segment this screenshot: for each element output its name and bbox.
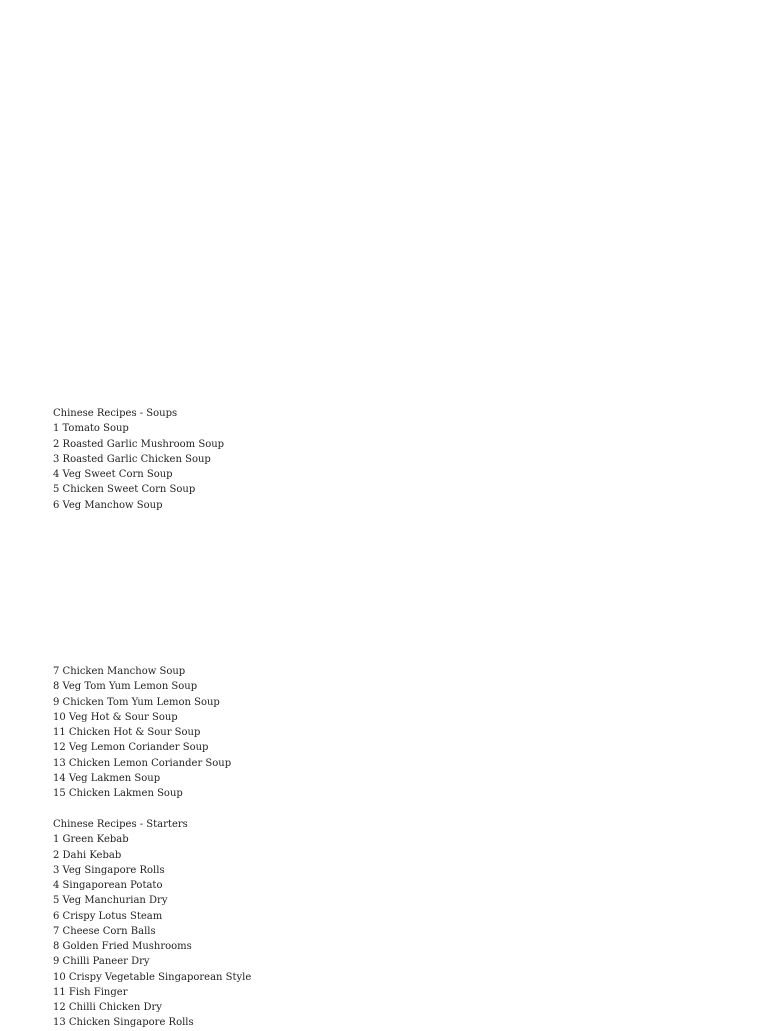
- list-item: 11 Chicken Hot & Sour Soup: [53, 727, 201, 738]
- list-item: 8 Golden Fried Mushrooms: [53, 941, 192, 952]
- list-item: 5 Chicken Sweet Corn Soup: [53, 484, 196, 496]
- list-item: 5 Veg Manchurian Dry: [53, 895, 168, 907]
- list-item: 13 Chicken Singapore Rolls: [53, 1017, 194, 1029]
- list-item: 14 Veg Lakmen Soup: [53, 772, 161, 784]
- list-item: 10 Crispy Vegetable Singaporean Style: [53, 971, 252, 983]
- soups-list-part-1: [53, 406, 224, 513]
- list-item: 2 Roasted Garlic Mushroom Soup: [53, 438, 225, 450]
- list-item: 9 Chilli Paneer Dry: [53, 956, 150, 968]
- list-item: 15 Chicken Lakmen Soup: [53, 788, 183, 799]
- list-item: 3 Roasted Garlic Chicken Soup: [53, 453, 211, 465]
- section-heading-soups: Chinese Recipes - Soups: [53, 408, 178, 419]
- list-item: 3 Veg Singapore Rolls: [53, 864, 165, 876]
- list-item: 12 Chilli Chicken Dry: [53, 1002, 162, 1013]
- list-item: 8 Veg Tom Yum Lemon Soup: [53, 681, 198, 693]
- list-item: 4 Singaporean Potato: [53, 880, 163, 891]
- list-item: 12 Veg Lemon Coriander Soup: [53, 742, 209, 754]
- list-item: 6 Crispy Lotus Steam: [53, 910, 163, 922]
- list-item: 7 Chicken Manchow Soup: [53, 666, 186, 677]
- starters-list: [53, 817, 251, 1031]
- list-item: 2 Dahi Kebab: [53, 849, 122, 861]
- list-item: 1 Green Kebab: [53, 834, 129, 846]
- list-item: 13 Chicken Lemon Coriander Soup: [53, 757, 232, 769]
- list-item: 1 Tomato Soup: [53, 423, 129, 435]
- list-item: 10 Veg Hot & Sour Soup: [53, 711, 178, 723]
- list-item: 4 Veg Sweet Corn Soup: [53, 469, 173, 480]
- list-item: 7 Cheese Corn Balls: [53, 925, 156, 937]
- list-item: 11 Fish Finger: [53, 986, 128, 998]
- list-item: 6 Veg Manchow Soup: [53, 499, 163, 511]
- soups-list-part-2: [53, 664, 231, 801]
- section-heading-starters: Chinese Recipes - Starters: [53, 819, 188, 830]
- list-item: 9 Chicken Tom Yum Lemon Soup: [53, 696, 220, 708]
